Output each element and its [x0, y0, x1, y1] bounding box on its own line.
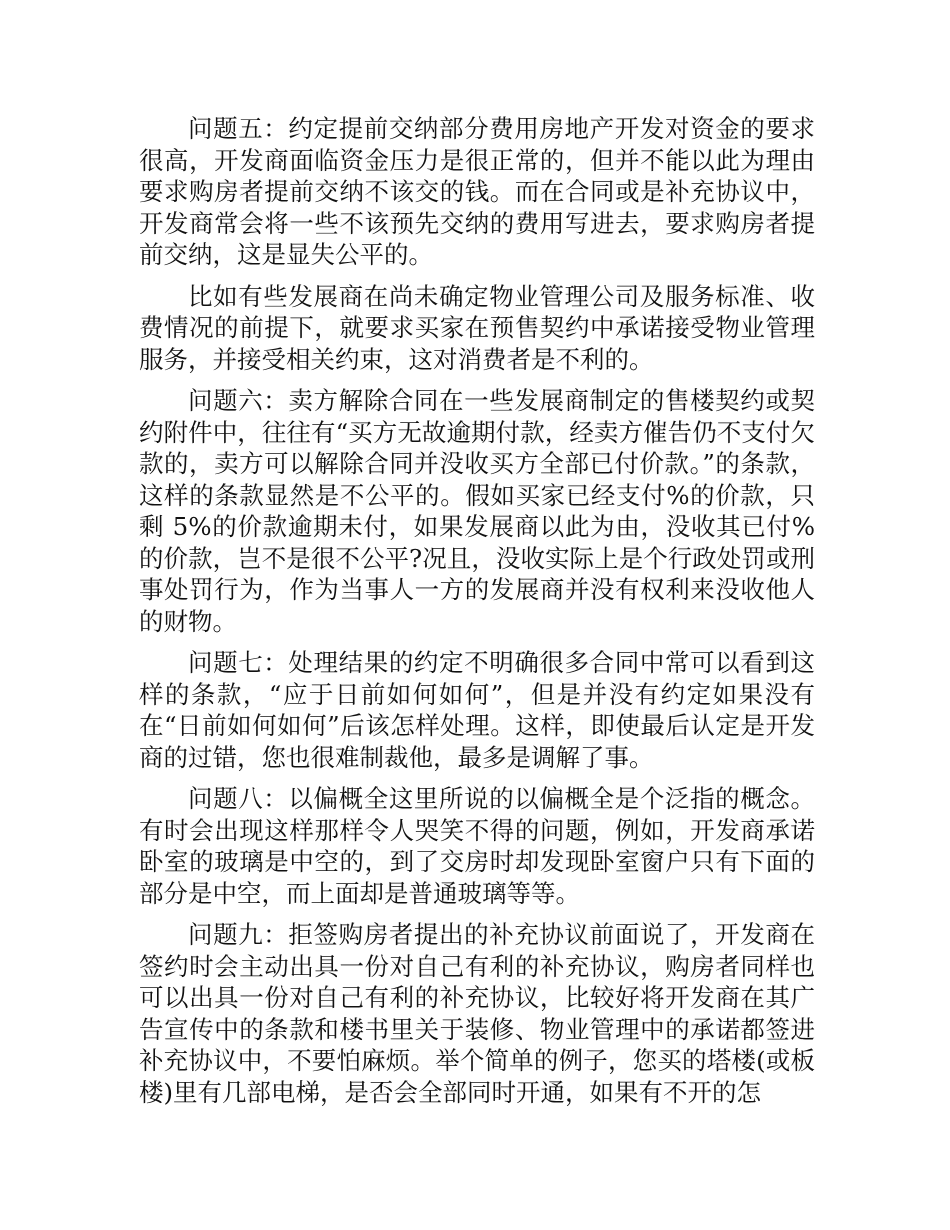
paragraph-issue-seven: 问题七：处理结果的约定不明确很多合同中常可以看到这样的条款，“应于日前如何如何”，但是并没有约定如果没有在“日前如何如何”后该怎样处理。这样，即使最后认定是开发商的过错，您也很难制裁他，最多是调解了事。: [139, 648, 815, 772]
paragraph-issue-nine: 问题九：拒签购房者提出的补充协议前面说了，开发商在签约时会主动出具一份对自己有利的补充协议，购房者同样也可以出具一份对自己有利的补充协议，比较好将开发商在其广告宣传中的条款和楼书里关于装修、物业管理中的承诺都签进补充协议中，不要怕麻烦。举个简单的例子，您买的塔楼(或板楼)里有几部电梯，是否会全部同时开通，如果有不开的怎: [139, 920, 815, 1107]
paragraph-issue-six: 问题六：卖方解除合同在一些发展商制定的售楼契约或契约附件中，往往有“买方无故逾期付款，经卖方催告仍不支付欠款的，卖方可以解除合同并没收买方全部已付价款。”的条款，这样的条款显然是不公平的。假如买家已经支付%的价款，只剩 5%的价款逾期未付，如果发展商以此为由，没收其已付%的价款，岂不是很不公平?况且，没收实际上是个行政处罚或刑事处罚行为，作为当事人一方的发展商并没有权利来没收他人的财物。: [139, 386, 815, 636]
paragraph-property-management-example: 比如有些发展商在尚未确定物业管理公司及服务标准、收费情况的前提下，就要求买家在预售契约中承诺接受物业管理服务，并接受相关约束，这对消费者是不利的。: [139, 281, 815, 374]
paragraph-issue-five: 问题五：约定提前交纳部分费用房地产开发对资金的要求很高，开发商面临资金压力是很正常的，但并不能以此为理由要求购房者提前交纳不该交的钱。而在合同或是补充协议中，开发商常会将一些不该预先交纳的费用写进去，要求购房者提前交纳，这是显失公平的。: [139, 114, 815, 269]
document-page: [139, 113, 815, 1118]
paragraph-issue-eight: 问题八：以偏概全这里所说的以偏概全是个泛指的概念。有时会出现这样那样令人哭笑不得的问题，例如，开发商承诺卧室的玻璃是中空的，到了交房时却发现卧室窗户只有下面的部分是中空，而上面却是普通玻璃等等。: [139, 784, 815, 908]
